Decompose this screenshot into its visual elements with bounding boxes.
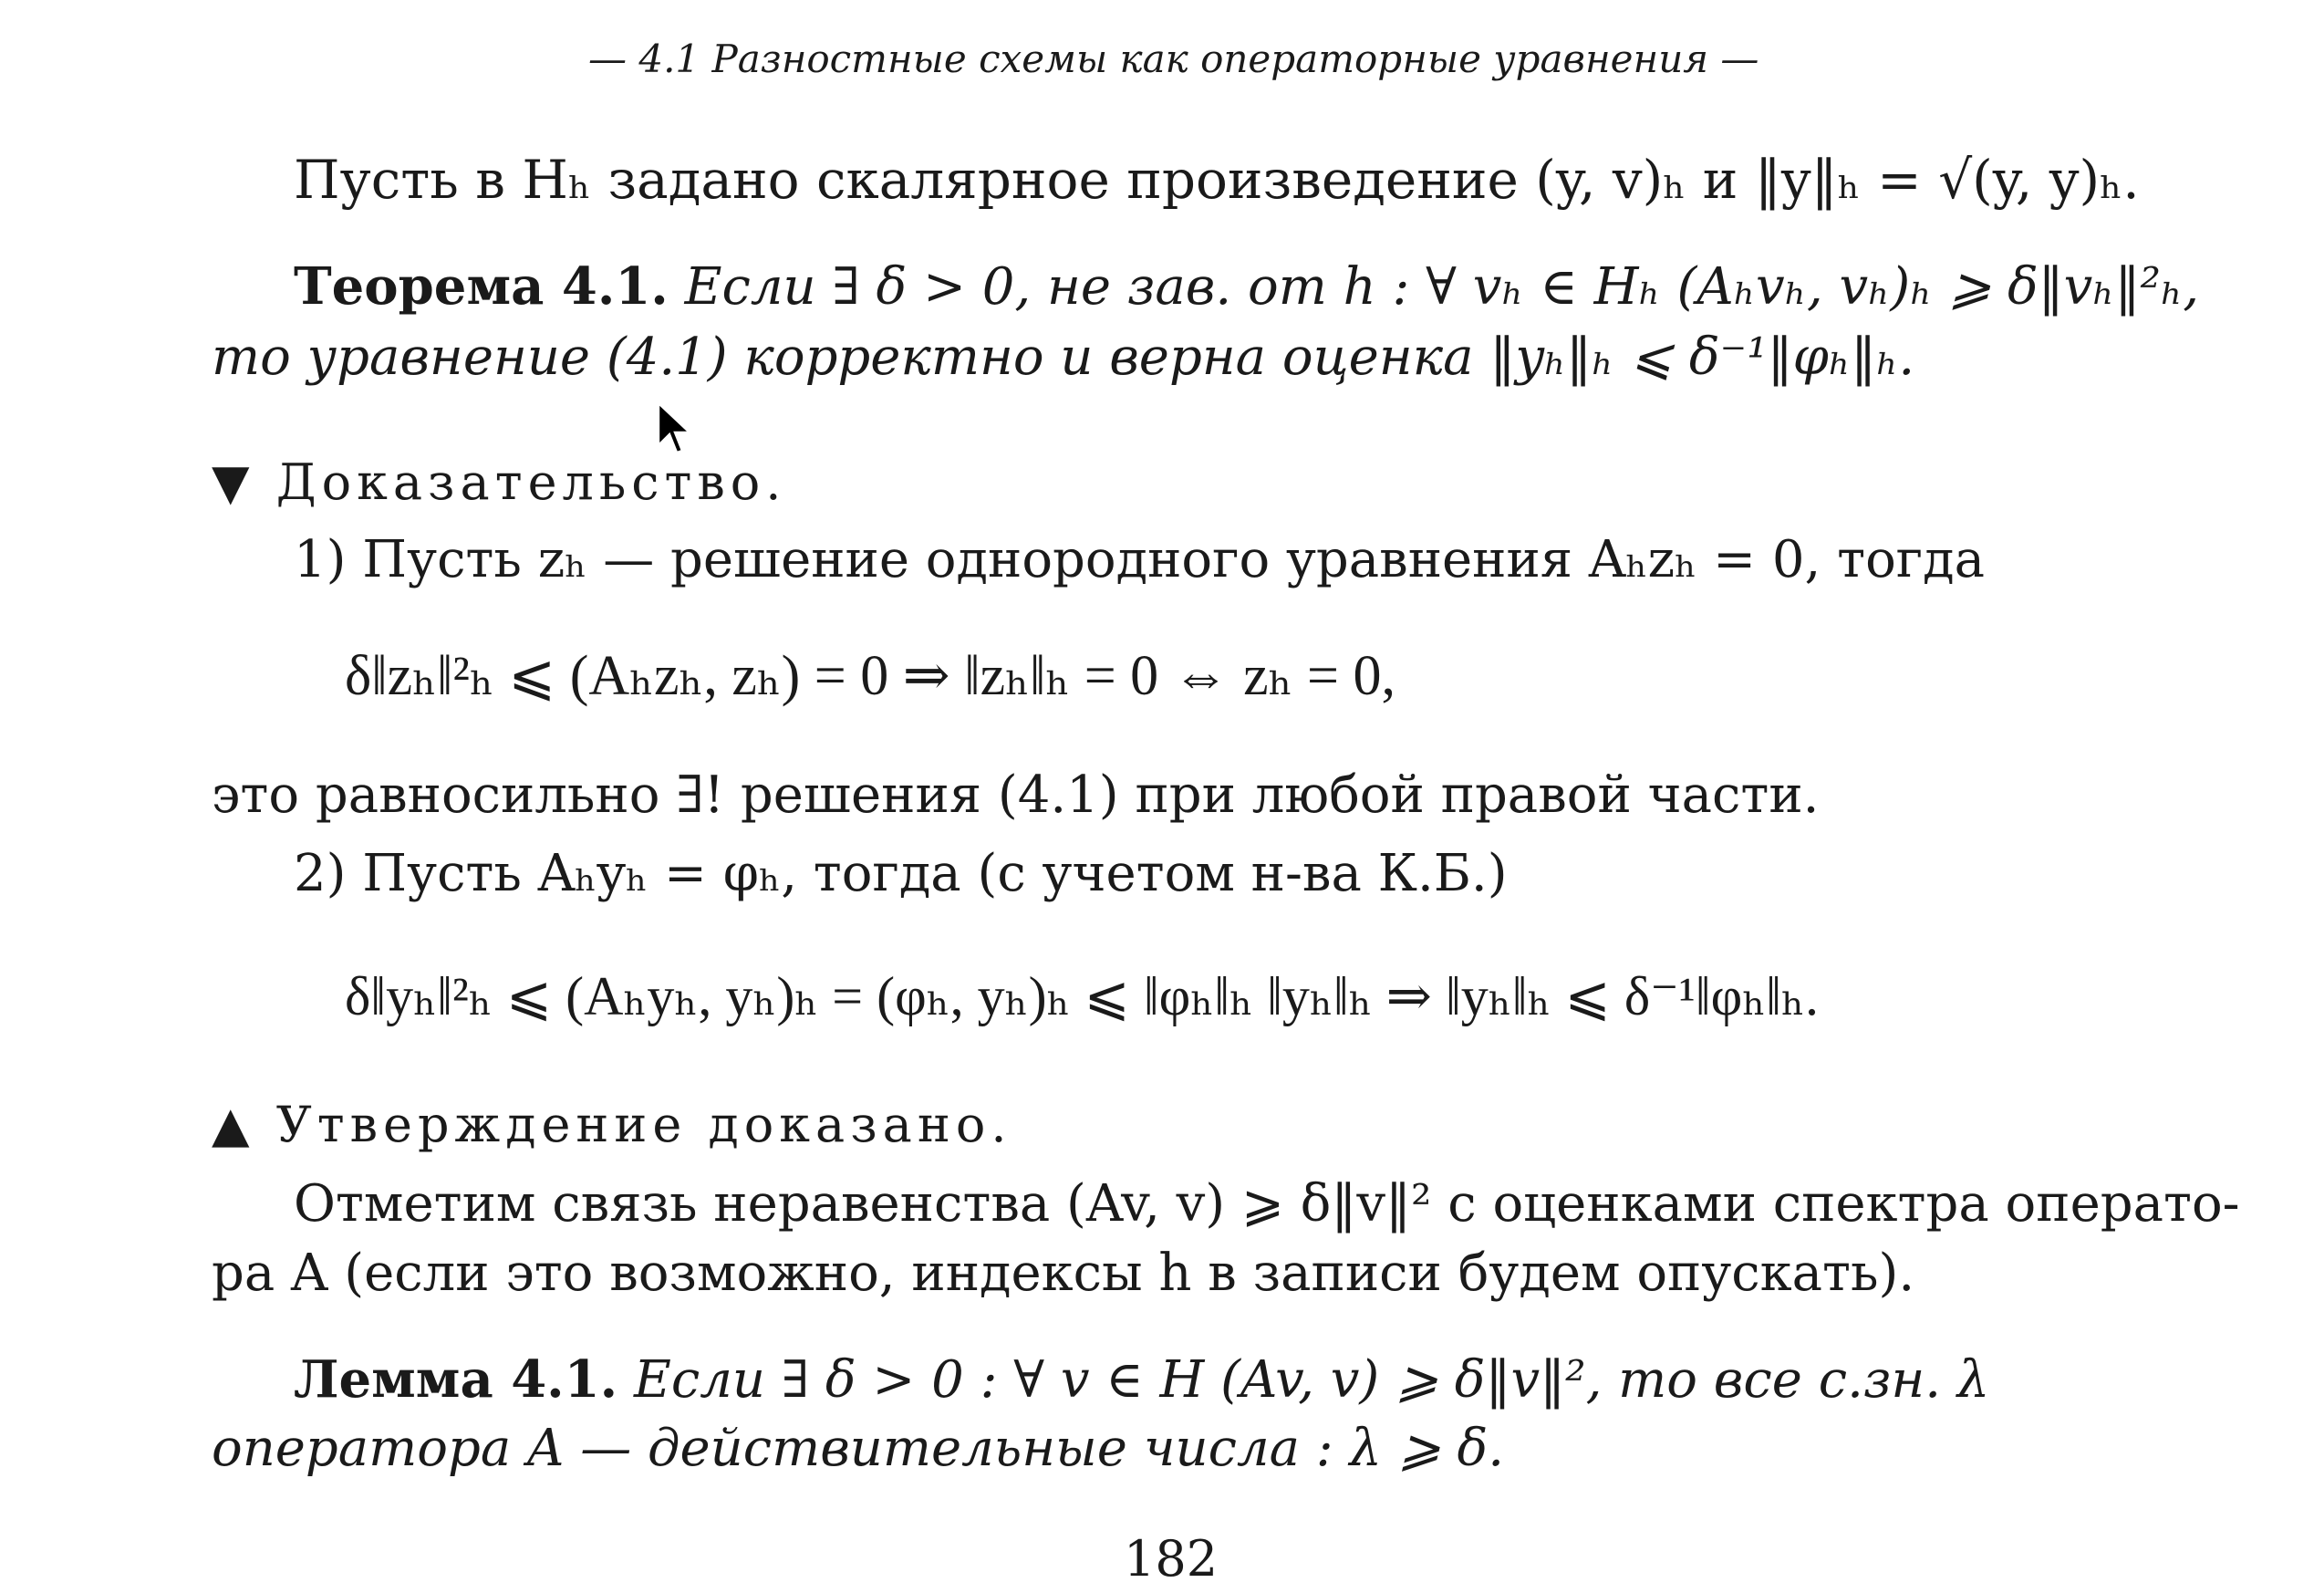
proof-step-2: 2) Пусть Aₕyₕ = φₕ, тогда (с учетом н-ва К.Б.) bbox=[294, 844, 1508, 903]
theorem-text-1: Если ∃ δ > 0, не зав. от h : ∀ vₕ ∈ Hₕ (Aₕvₕ, vₕ)ₕ ⩾ δ‖vₕ‖²ₕ, bbox=[684, 257, 2200, 317]
intro-line: Пусть в Hₕ задано скалярное произведение (y, v)ₕ и ‖y‖ₕ = √(y, y)ₕ. bbox=[294, 149, 2140, 211]
theorem-label: Теорема 4.1. bbox=[294, 256, 669, 317]
lemma-line-1 bbox=[294, 1349, 1990, 1410]
equation-1: δ‖zₕ‖²ₕ ⩽ (Aₕzₕ, zₕ) = 0 ⇒ ‖zₕ‖ₕ = 0 ⇔ zₕ = 0, bbox=[345, 645, 1395, 707]
lemma-label: Лемма 4.1. bbox=[294, 1349, 618, 1410]
page-number: 182 bbox=[1124, 1530, 1219, 1588]
proof-after-eq1: это равносильно ∃! решения (4.1) при любой правой части. bbox=[212, 765, 1820, 825]
note-line-1: Отметим связь неравенства (Av, v) ⩾ δ‖v‖² с оценками спектра операто- bbox=[294, 1174, 2240, 1234]
note-line-2: ра A (если это возможно, индексы h в записи будем опускать). bbox=[212, 1244, 1915, 1303]
proof-start: ▼ Доказательство. bbox=[212, 453, 787, 511]
running-header: — 4.1 Разностные схемы как операторные уравнения — bbox=[588, 36, 1759, 81]
equation-2: δ‖yₕ‖²ₕ ⩽ (Aₕyₕ, yₕ)ₕ = (φₕ, yₕ)ₕ ⩽ ‖φₕ‖ₕ ‖yₕ‖ₕ ⇒ ‖yₕ‖ₕ ⩽ δ⁻¹‖φₕ‖ₕ. bbox=[345, 966, 1819, 1026]
proof-step-1: 1) Пусть zₕ — решение однородного уравнения Aₕzₕ = 0, тогда bbox=[294, 530, 1985, 589]
proof-end: ▲ Утверждение доказано. bbox=[212, 1096, 1012, 1153]
lemma-line-2: оператора A — действительные числа : λ ⩾ δ. bbox=[212, 1419, 1505, 1478]
theorem-line-1 bbox=[294, 256, 2200, 317]
lemma-text-1: Если ∃ δ > 0 : ∀ v ∈ H (Av, v) ⩾ δ‖v‖², то все с.зн. λ bbox=[633, 1350, 1990, 1410]
mouse-pointer-icon bbox=[657, 401, 693, 456]
theorem-line-2: то уравнение (4.1) корректно и верна оценка ‖yₕ‖ₕ ⩽ δ⁻¹‖φₕ‖ₕ. bbox=[212, 328, 1915, 387]
